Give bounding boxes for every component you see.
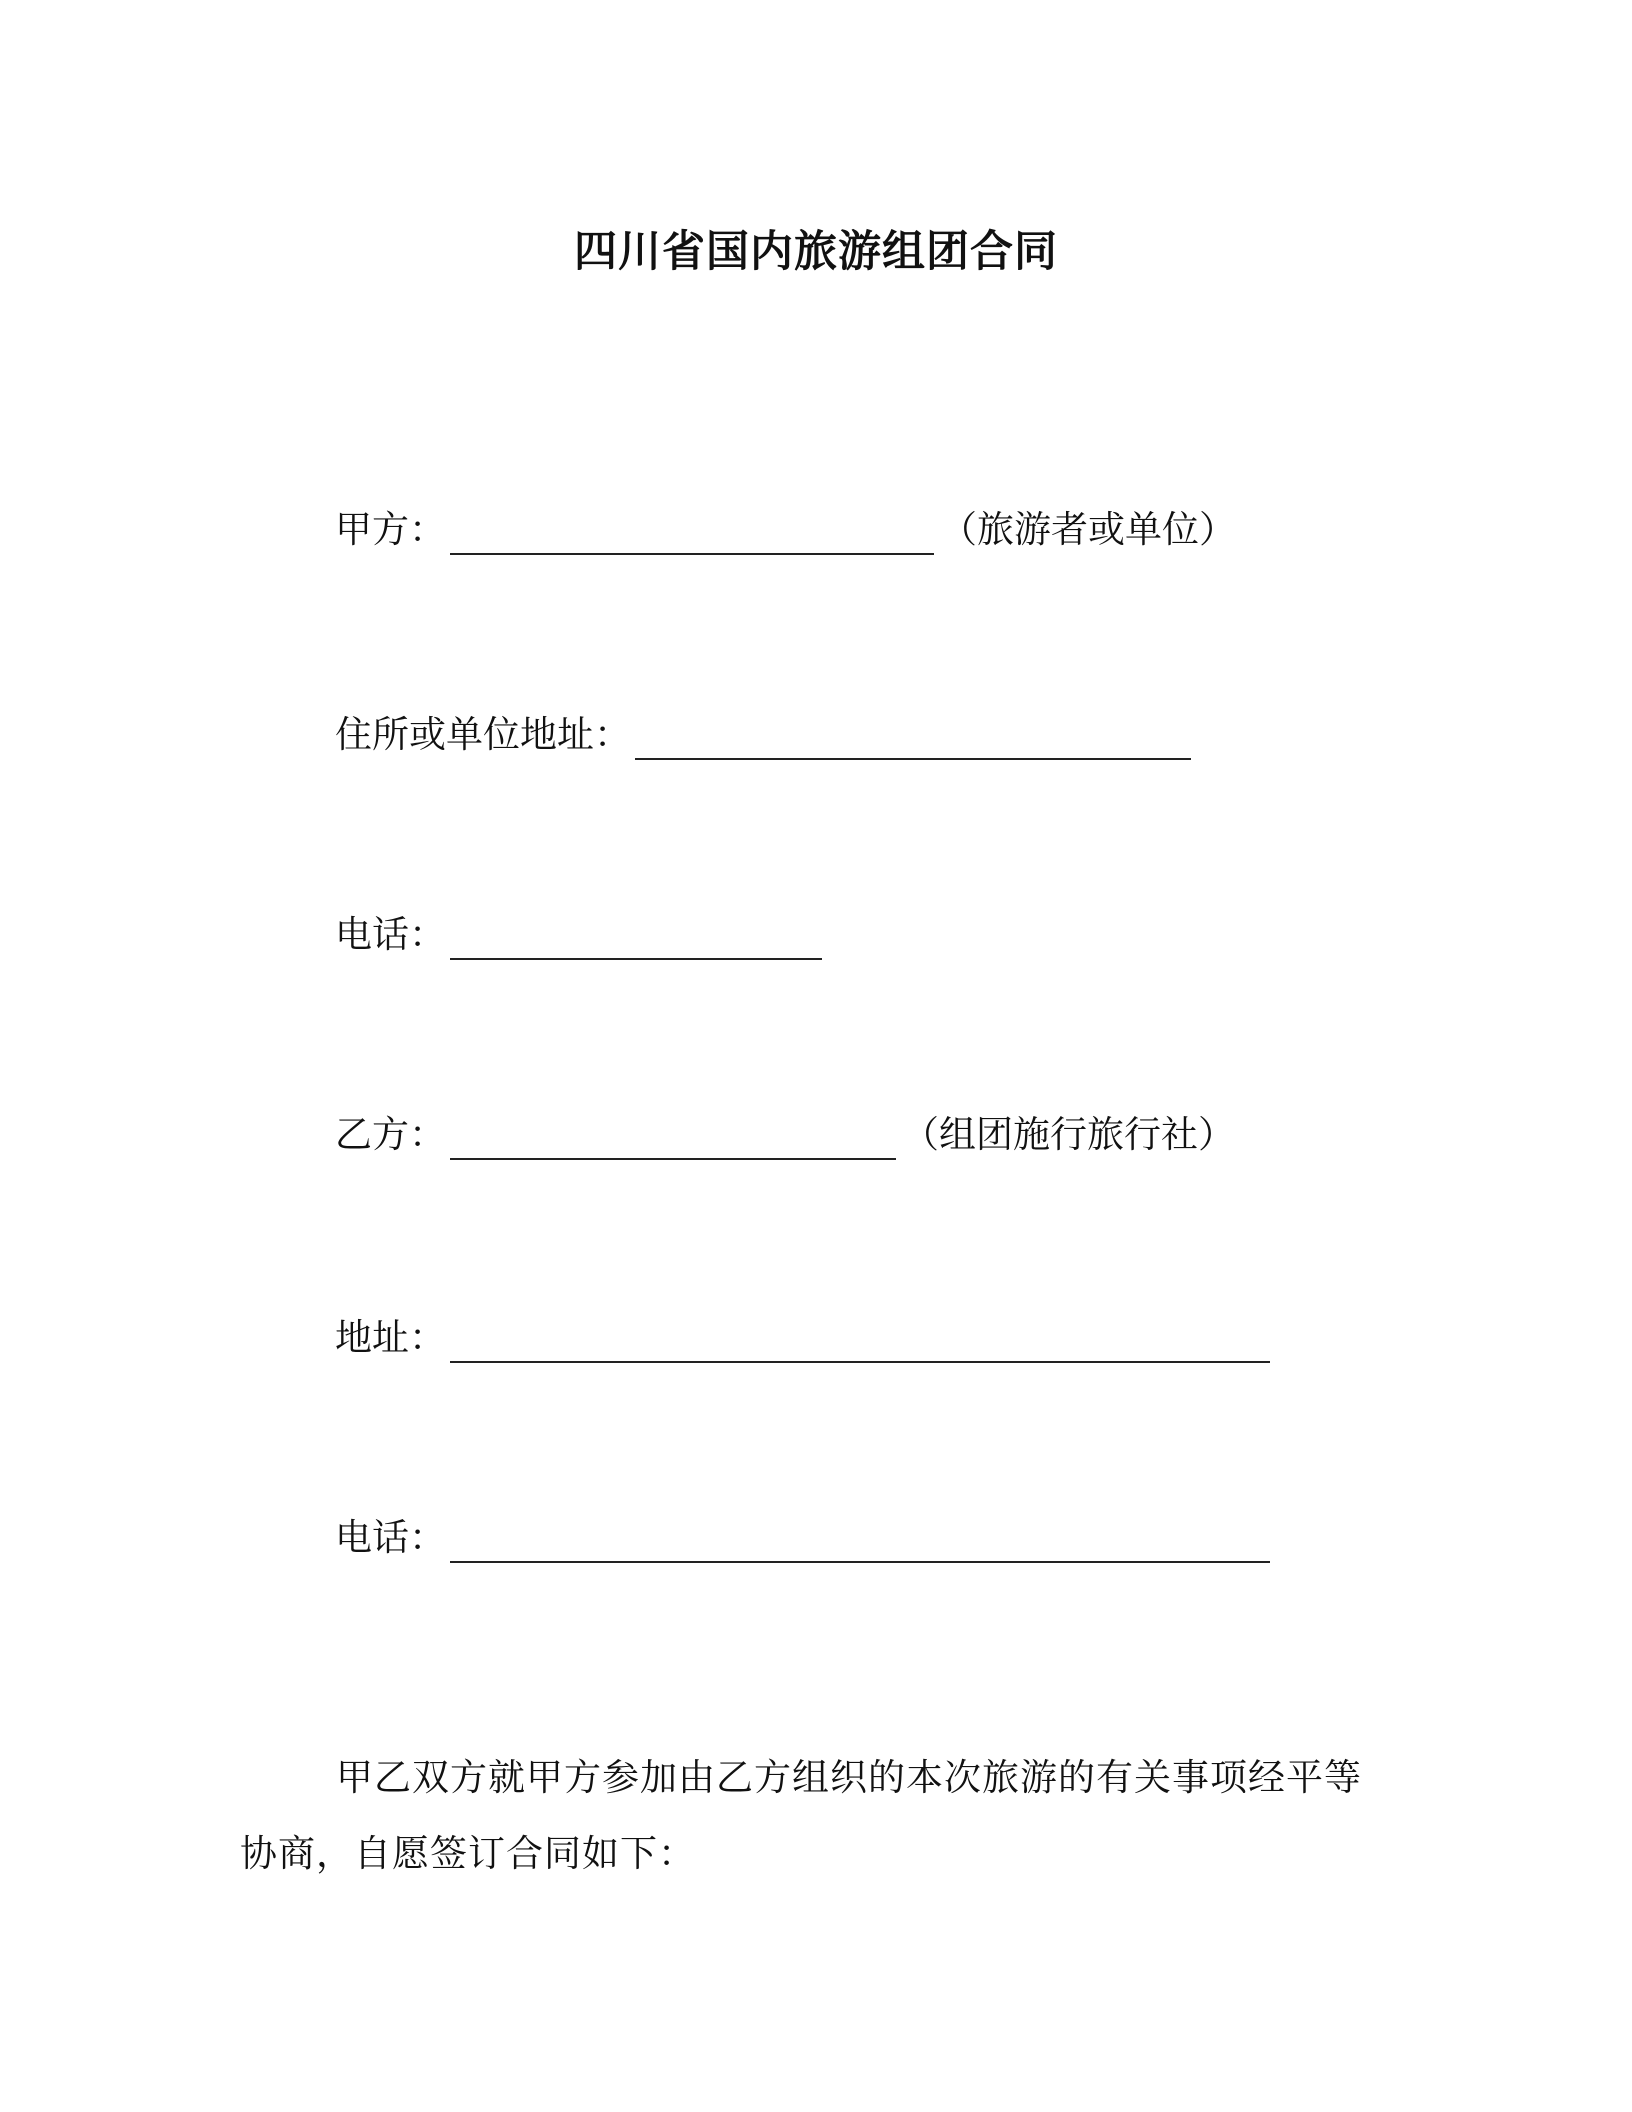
party-a-blank[interactable] <box>450 509 934 555</box>
party-a-phone-field <box>335 900 828 960</box>
party-a-address-field <box>335 700 1197 760</box>
intro-paragraph: 甲乙双方就甲方参加由乙方组织的本次旅游的有关事项经平等协商，自愿签订合同如下： <box>240 1756 1362 1875</box>
party-a-phone-label: 电话： <box>335 913 446 956</box>
document-title: 四川省国内旅游组团合同 <box>574 227 1058 277</box>
party-b-blank[interactable] <box>450 1114 896 1160</box>
party-a-field <box>335 495 1236 555</box>
party-b-address-label: 地址： <box>335 1316 446 1359</box>
party-a-label: 甲方： <box>335 508 446 551</box>
party-a-address-blank[interactable] <box>635 714 1191 760</box>
party-a-address-label: 住所或单位地址： <box>335 713 631 756</box>
party-b-address-field <box>335 1303 1276 1363</box>
party-b-field <box>335 1100 1235 1160</box>
party-b-label: 乙方： <box>335 1113 446 1156</box>
party-b-phone-blank[interactable] <box>450 1517 1270 1563</box>
party-b-phone-field <box>335 1503 1276 1563</box>
party-b-phone-label: 电话： <box>335 1516 446 1559</box>
party-a-note: （旅游者或单位） <box>940 508 1236 551</box>
party-b-note: （组团施行旅行社） <box>902 1113 1235 1156</box>
party-b-address-blank[interactable] <box>450 1317 1270 1363</box>
party-a-phone-blank[interactable] <box>450 914 822 960</box>
